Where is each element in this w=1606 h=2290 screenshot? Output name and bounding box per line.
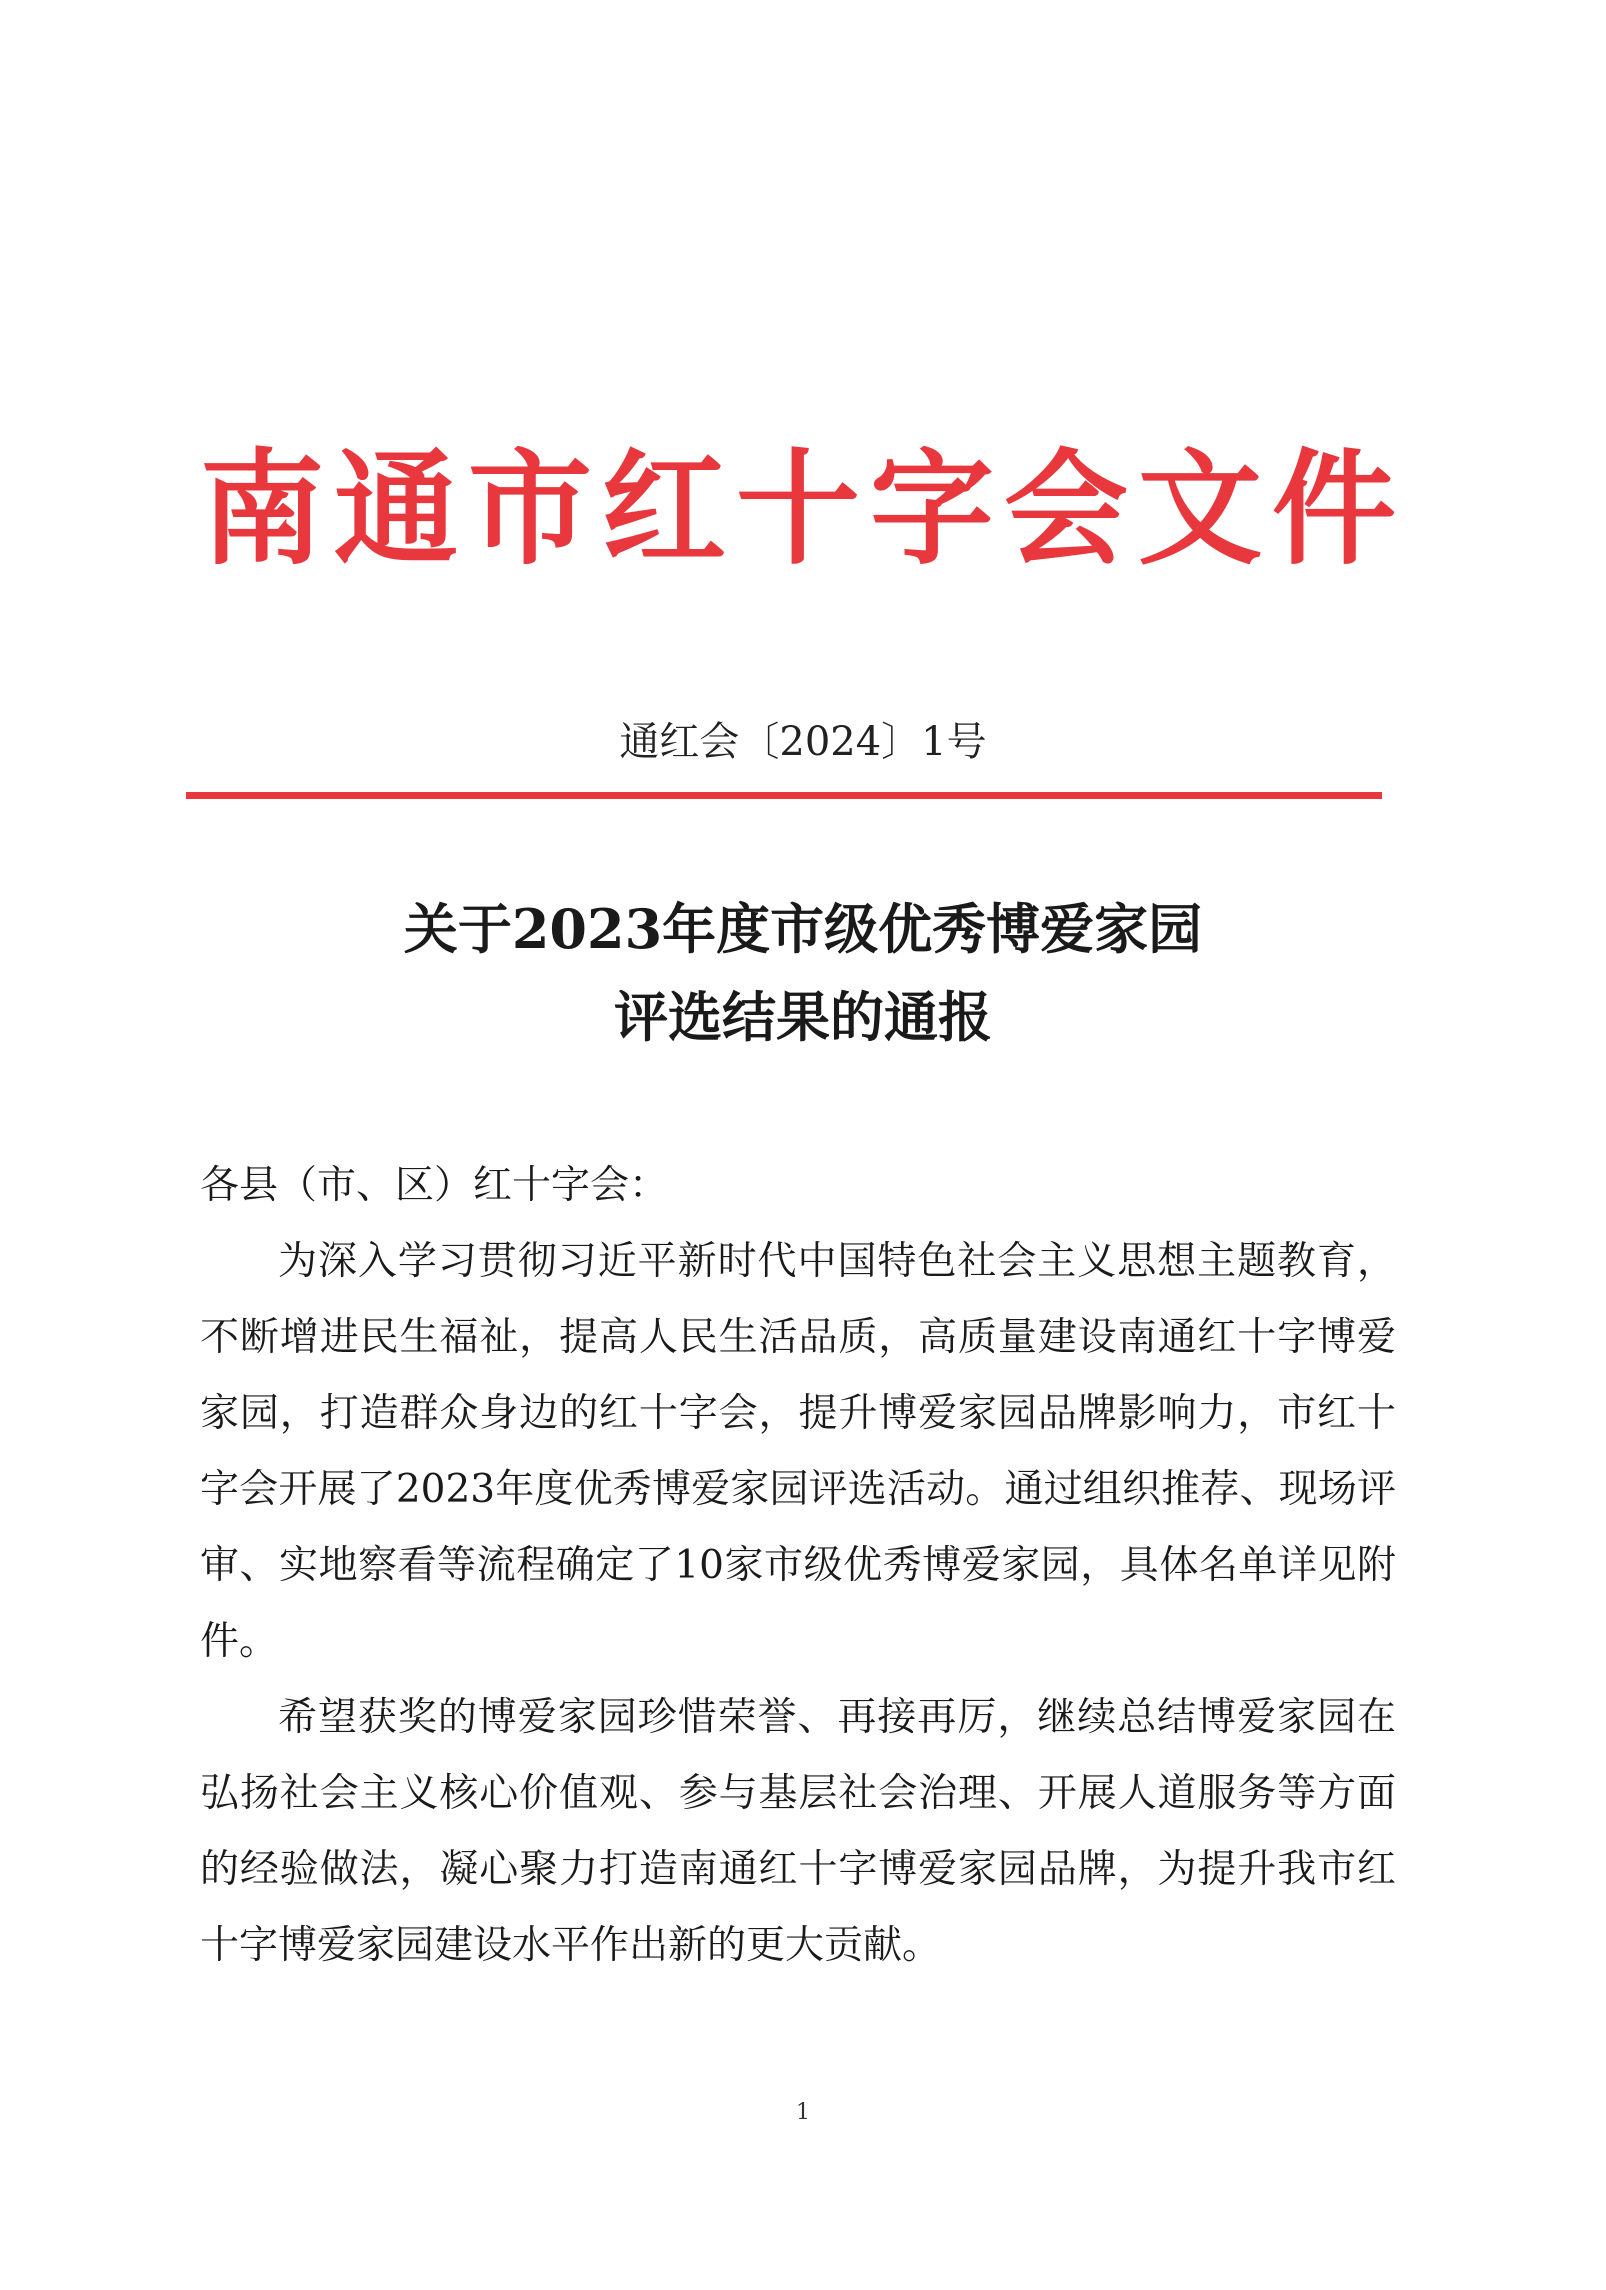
salutation: 各县（市、区）红十字会： [200, 1163, 669, 1208]
body-paragraph-2: 希望获奖的博爱家园珍惜荣誉、再接再厉，继续总结博爱家园在弘扬社会主义核心价值观、参与基层社会治理、开展人道服务等方面的经验做法，凝心聚力打造南通红十字博爱家园品牌，为提升我市红十字博爱家园建设水平作出新的更大贡献。 [200, 1695, 1396, 1968]
document-number: 通红会〔2024〕1号 [619, 719, 987, 765]
title-line-1: 关于2023年度市级优秀博爱家园 [403, 897, 1203, 961]
masthead-title: 南通市红十字会文件 [199, 438, 1406, 582]
document-body [200, 1148, 1396, 1984]
body-paragraph-1: 为深入学习贯彻习近平新时代中国特色社会主义思想主题教育，不断增进民生福祉，提高人民生活品质，高质量建设南通红十字博爱家园，打造群众身边的红十字会，提升博爱家园品牌影响力，市红十字会开展了2023年度优秀博爱家园评选活动。通过组织推荐、现场评审、实地察看等流程确定了10家市级优秀博爱家园，具体名单详见附件。 [200, 1239, 1396, 1664]
document-title [0, 885, 1606, 1061]
red-divider-line [186, 792, 1382, 799]
page-number: 1 [796, 2100, 810, 2125]
title-line-2: 评选结果的通报 [614, 985, 992, 1049]
